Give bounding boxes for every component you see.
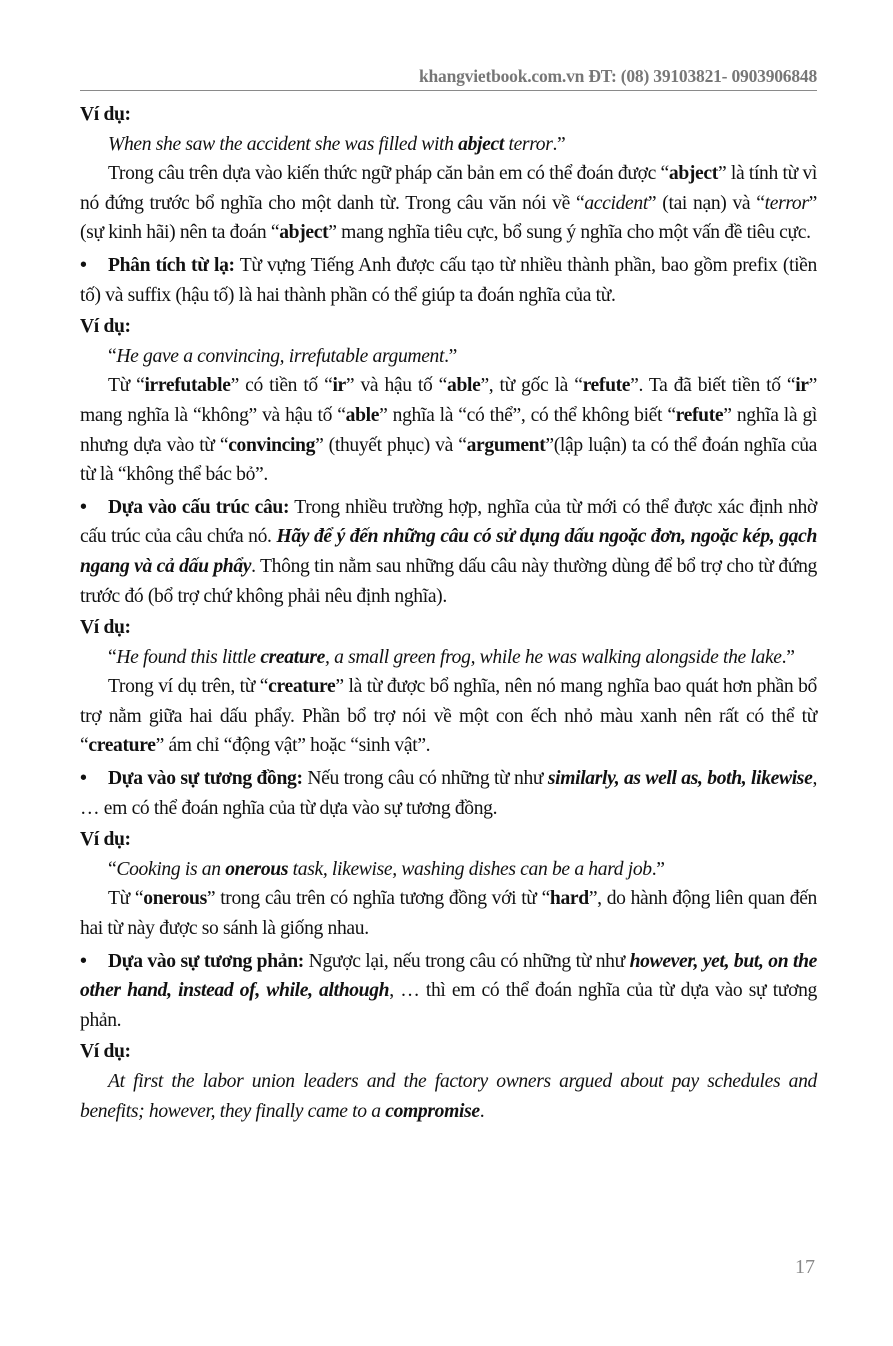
emphasis-text: abject [458, 133, 504, 155]
text-run: , a small green frog, while he was walking alongside the lake [325, 646, 782, 668]
text-run: terror [503, 133, 553, 155]
bullet-icon: • [80, 950, 87, 972]
text-run: ” và hậu tố “ [345, 375, 447, 397]
text-run: Nếu trong câu có những từ như [302, 768, 548, 790]
text-run: Ví dụ: [80, 829, 131, 851]
running-header [80, 66, 817, 91]
emphasis-text: abject [668, 163, 718, 185]
emphasis-text: onerous [225, 858, 289, 880]
emphasis-text: refute [582, 375, 631, 397]
text-run: ” mang nghĩa là “không” và hậu tố “ [80, 375, 818, 426]
text-run: .” [552, 133, 566, 155]
paragraph [80, 672, 817, 761]
text-run: ” (tai nạn) và “ [647, 192, 765, 214]
emphasis-text: convincing [228, 434, 316, 456]
text-run: ” trong câu trên có nghĩa tương đồng với từ “ [206, 888, 550, 910]
text-run: “ [108, 345, 117, 367]
emphasis-text: Dựa vào sự tương phản: [108, 950, 304, 972]
text-run: terror [764, 192, 809, 214]
emphasis-text: able [447, 375, 481, 397]
paragraph [80, 855, 817, 885]
emphasis-text: Dựa vào cấu trúc câu: [108, 496, 290, 518]
page-body [80, 98, 817, 1126]
text-run: .” [651, 858, 665, 880]
text-run: , … em có thể đoán nghĩa của từ dựa vào sự tương đồng. [80, 768, 817, 819]
emphasis-text: argument [466, 434, 546, 456]
text-run: ” là tính từ vì nó đứng trước bổ nghĩa cho một danh từ. Trong câu văn nói về “ [80, 163, 818, 214]
paragraph [80, 159, 817, 248]
text-run: . [479, 1100, 485, 1122]
text-run: He found this little [116, 646, 261, 668]
example-label [80, 613, 817, 643]
paragraph [80, 342, 817, 372]
example-label [80, 100, 817, 130]
text-run: . Thông tin nằm sau những dấu câu này thường dùng để bổ trợ cho từ đứng trước đó (bổ trợ chứ không phải nêu định nghĩa). [80, 555, 817, 607]
emphasis-text: irrefutable [144, 375, 231, 397]
text-run: ” (thuyết phục) và “ [315, 434, 467, 456]
text-run: Trong ví dụ trên, từ “ [108, 676, 269, 698]
text-run: Trong nhiều trường hợp, nghĩa của từ mới có thể được xác định nhờ cấu trúc của câu chứa nó. [80, 496, 818, 548]
text-run: .” [781, 646, 795, 668]
bullet-paragraph [80, 251, 817, 310]
paragraph [80, 643, 817, 673]
text-run: Ví dụ: [80, 1041, 131, 1063]
paragraph [80, 884, 817, 943]
text-run: Từ “ [108, 375, 145, 397]
text-run: When she saw the accident she was filled with [108, 133, 459, 155]
text-run: ” nghĩa là gì nhưng dựa vào từ “ [80, 404, 817, 456]
bullet-paragraph [80, 493, 817, 611]
text-run: ” mang nghĩa tiêu cực, bổ sung ý nghĩa cho một vấn đề tiêu cực. [328, 222, 811, 244]
example-label [80, 825, 817, 855]
emphasis-text: compromise [385, 1100, 480, 1122]
text-run: ” có tiền tố “ [230, 375, 333, 397]
text-run: “ [108, 858, 117, 880]
text-run: He gave a convincing, irrefutable argument [116, 345, 445, 367]
emphasis-text: Hãy để ý đến những câu có sử dụng dấu ngoặc đơn, ngoặc kép, gạch ngang và cả dấu phẩy [80, 526, 817, 577]
text-run: ”. Ta đã biết tiền tố “ [630, 375, 796, 397]
emphasis-text: creature [260, 646, 325, 668]
text-run: ” (sự kinh hãi) nên ta đoán “ [80, 192, 818, 244]
emphasis-text: Phân tích từ lạ: [108, 254, 235, 276]
bullet-icon: • [80, 768, 87, 790]
emphasis-text: able [345, 404, 380, 426]
bullet-paragraph [80, 764, 817, 823]
bullet-icon: • [80, 254, 87, 276]
text-run: accident [584, 192, 648, 214]
text-run: Từ “ [108, 888, 144, 910]
text-run: ” ám chỉ “động vật” hoặc “sinh vật”. [155, 735, 431, 757]
text-run: Ví dụ: [80, 316, 131, 338]
text-run: .” [444, 345, 458, 367]
text-run: Ví dụ: [80, 104, 131, 125]
emphasis-text: refute [675, 404, 724, 426]
text-run: Ngược lại, nếu trong câu có những từ như [303, 950, 630, 972]
publisher-contact: khangvietbook.com.vn ĐT: (08) 39103821- 0903906848 [418, 66, 817, 86]
paragraph [80, 130, 817, 160]
text-run: “ [108, 646, 117, 668]
text-run: Trong câu trên dựa vào kiến thức ngữ pháp căn bản em có thể đoán được “ [108, 163, 669, 185]
bullet-paragraph [80, 947, 817, 1036]
emphasis-text: abject [279, 222, 329, 244]
emphasis-text: however, yet, but, on the other hand, instead of, while, although [80, 950, 817, 1002]
text-run: task, likewise, washing dishes can be a hard job [288, 858, 652, 880]
emphasis-text: creature [88, 735, 156, 757]
emphasis-text: ir [332, 375, 346, 397]
paragraph [80, 1067, 817, 1126]
text-run: ” nghĩa là “có thể”, có thể không biết “ [379, 404, 676, 426]
text-run: Ví dụ: [80, 617, 131, 639]
emphasis-text: similarly, as well as, both, likewise [547, 768, 813, 790]
text-run: ”, từ gốc là “ [480, 375, 583, 397]
text-run: ”(lập luận) ta có thể đoán nghĩa của từ là “không thể bác bỏ”. [80, 434, 817, 486]
example-label [80, 312, 817, 342]
text-run: Từ vựng Tiếng Anh được cấu tạo từ nhiều thành phần, bao gồm prefix (tiền tố) và suffix (hậu tố) là hai thành phần có thể giúp ta đoán nghĩa của từ. [80, 254, 817, 306]
emphasis-text: onerous [143, 888, 207, 910]
emphasis-text: hard [549, 888, 589, 910]
paragraph [80, 371, 817, 489]
text-run: ”, do hành động liên quan đến hai từ này được so sánh là giống nhau. [80, 888, 817, 940]
emphasis-text: creature [268, 676, 336, 698]
page-number: 17 [795, 1256, 815, 1278]
bullet-icon: • [80, 496, 87, 518]
emphasis-text: ir [795, 375, 809, 397]
text-run: At first the labor union leaders and the factory owners argued about pay schedules and benefits; however, they finally came to a [80, 1071, 817, 1122]
text-run: Cooking is an [116, 858, 226, 880]
example-label [80, 1037, 817, 1067]
text-run: , … thì em có thể đoán nghĩa của từ dựa vào sự tương phản. [80, 980, 817, 1031]
text-run: ” là từ được bổ nghĩa, nên nó mang nghĩa bao quát hơn phần bổ trợ nằm giữa hai dấu phẩy. Phần bổ trợ nói về một con ếch nhỏ màu xanh nên rất có thể từ “ [80, 676, 817, 757]
emphasis-text: Dựa vào sự tương đồng: [108, 768, 303, 790]
